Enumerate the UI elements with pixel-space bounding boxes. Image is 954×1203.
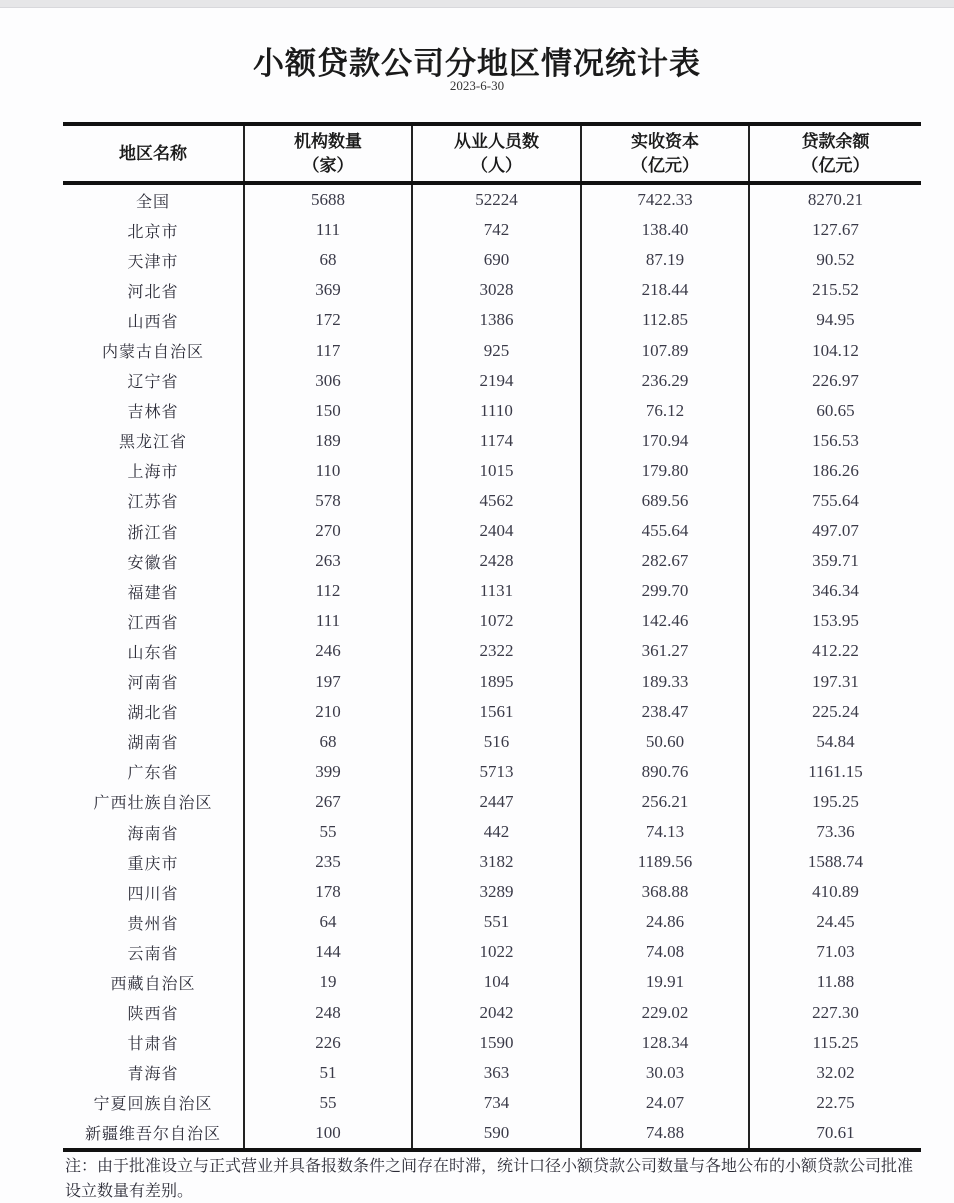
employee-count-cell: 1072 bbox=[412, 606, 581, 636]
header-loan-balance bbox=[749, 124, 921, 183]
paid-in-capital-cell: 170.94 bbox=[581, 426, 749, 456]
header-label: 地区名称 bbox=[119, 143, 187, 164]
header-unit: （亿元） bbox=[631, 155, 699, 176]
header-unit: （亿元） bbox=[801, 155, 870, 176]
employee-count-cell: 1386 bbox=[412, 305, 581, 335]
employee-count-cell: 4562 bbox=[412, 486, 581, 516]
employee-count-cell: 1174 bbox=[412, 426, 581, 456]
institution-count-cell: 172 bbox=[244, 305, 412, 335]
employee-count-cell: 2404 bbox=[412, 516, 581, 546]
table-row bbox=[63, 998, 921, 1028]
employee-count-cell: 690 bbox=[412, 245, 581, 275]
paid-in-capital-cell: 1189.56 bbox=[581, 847, 749, 877]
loan-balance-cell: 115.25 bbox=[749, 1028, 921, 1058]
paid-in-capital-cell: 107.89 bbox=[581, 335, 749, 365]
employee-count-cell: 5713 bbox=[412, 757, 581, 787]
loan-balance-cell: 94.95 bbox=[749, 305, 921, 335]
header-label: 从业人员数 bbox=[454, 131, 539, 152]
table-row bbox=[63, 937, 921, 967]
institution-count-cell: 270 bbox=[244, 516, 412, 546]
employee-count-cell: 1590 bbox=[412, 1028, 581, 1058]
employee-count-cell: 1015 bbox=[412, 456, 581, 486]
region-name-cell: 山西省 bbox=[127, 311, 179, 331]
statistics-table-container bbox=[63, 122, 921, 1152]
paid-in-capital-cell: 361.27 bbox=[581, 636, 749, 666]
table-row bbox=[63, 576, 921, 606]
table-row bbox=[63, 757, 921, 787]
header-institutions bbox=[244, 124, 412, 183]
loan-balance-cell: 215.52 bbox=[749, 275, 921, 305]
table-row bbox=[63, 1058, 921, 1088]
region-name-cell: 全国 bbox=[135, 191, 170, 211]
table-row bbox=[63, 636, 921, 666]
loan-balance-cell: 410.89 bbox=[749, 877, 921, 907]
region-name-cell: 黑龙江省 bbox=[118, 432, 187, 452]
table-row bbox=[63, 426, 921, 456]
paid-in-capital-cell: 218.44 bbox=[581, 275, 749, 305]
region-name-cell: 山东省 bbox=[127, 642, 179, 662]
loan-balance-cell: 755.64 bbox=[749, 486, 921, 516]
institution-count-cell: 578 bbox=[244, 486, 412, 516]
paid-in-capital-cell: 24.07 bbox=[581, 1088, 749, 1118]
employee-count-cell: 1561 bbox=[412, 697, 581, 727]
loan-balance-cell: 227.30 bbox=[749, 998, 921, 1028]
loan-balance-cell: 195.25 bbox=[749, 787, 921, 817]
region-name-cell: 广西壮族自治区 bbox=[93, 793, 213, 813]
paid-in-capital-cell: 50.60 bbox=[581, 727, 749, 757]
employee-count-cell: 1131 bbox=[412, 576, 581, 606]
employee-count-cell: 742 bbox=[412, 215, 581, 245]
footnote: 注：由于批准设立与正式营业并具备报数条件之间存在时滞，统计口径小额贷款公司数量与各地公布的小额贷款公司批准设立数量有差别。 bbox=[65, 1156, 914, 1200]
region-name-cell: 云南省 bbox=[127, 943, 179, 963]
employee-count-cell: 590 bbox=[412, 1118, 581, 1150]
institution-count-cell: 263 bbox=[244, 546, 412, 576]
paid-in-capital-cell: 74.13 bbox=[581, 817, 749, 847]
region-name-cell: 福建省 bbox=[127, 582, 179, 602]
table-row bbox=[63, 1088, 921, 1118]
loan-balance-cell: 153.95 bbox=[749, 606, 921, 636]
loan-balance-cell: 1588.74 bbox=[749, 847, 921, 877]
institution-count-cell: 68 bbox=[244, 727, 412, 757]
header-unit: （人） bbox=[471, 155, 522, 176]
table-row bbox=[63, 606, 921, 636]
institution-count-cell: 68 bbox=[244, 245, 412, 275]
loan-balance-cell: 32.02 bbox=[749, 1058, 921, 1088]
employee-count-cell: 3182 bbox=[412, 847, 581, 877]
institution-count-cell: 178 bbox=[244, 877, 412, 907]
table-row bbox=[63, 877, 921, 907]
header-region bbox=[63, 124, 244, 183]
top-border-strip bbox=[0, 0, 954, 8]
region-name-cell: 海南省 bbox=[127, 823, 179, 843]
employee-count-cell: 516 bbox=[412, 727, 581, 757]
paid-in-capital-cell: 368.88 bbox=[581, 877, 749, 907]
region-name-cell: 浙江省 bbox=[127, 522, 179, 542]
region-name-cell: 吉林省 bbox=[127, 402, 179, 422]
report-date: 2023-6-30 bbox=[449, 78, 505, 93]
region-name-cell: 江西省 bbox=[127, 612, 179, 632]
employee-count-cell: 2042 bbox=[412, 998, 581, 1028]
institution-count-cell: 111 bbox=[244, 606, 412, 636]
table-row bbox=[63, 486, 921, 516]
header-label: 贷款余额 bbox=[801, 131, 870, 152]
employee-count-cell: 2322 bbox=[412, 636, 581, 666]
employee-count-cell: 442 bbox=[412, 817, 581, 847]
region-name-cell: 陕西省 bbox=[127, 1004, 179, 1024]
institution-count-cell: 246 bbox=[244, 636, 412, 666]
loan-balance-cell: 70.61 bbox=[749, 1118, 921, 1150]
loan-balance-cell: 226.97 bbox=[749, 366, 921, 396]
employee-count-cell: 3289 bbox=[412, 877, 581, 907]
employee-count-cell: 104 bbox=[412, 967, 581, 997]
paid-in-capital-cell: 890.76 bbox=[581, 757, 749, 787]
paid-in-capital-cell: 236.29 bbox=[581, 366, 749, 396]
employee-count-cell: 2194 bbox=[412, 366, 581, 396]
loan-balance-cell: 186.26 bbox=[749, 456, 921, 486]
loan-balance-cell: 54.84 bbox=[749, 727, 921, 757]
region-name-cell: 西藏自治区 bbox=[110, 973, 196, 993]
region-name-cell: 青海省 bbox=[127, 1064, 179, 1084]
institution-count-cell: 267 bbox=[244, 787, 412, 817]
header-label: 实收资本 bbox=[631, 131, 699, 152]
region-name-cell: 湖南省 bbox=[127, 733, 179, 753]
table-row bbox=[63, 396, 921, 426]
institution-count-cell: 51 bbox=[244, 1058, 412, 1088]
table-row bbox=[63, 817, 921, 847]
table-row bbox=[63, 907, 921, 937]
loan-balance-cell: 127.67 bbox=[749, 215, 921, 245]
region-name-cell: 四川省 bbox=[127, 883, 179, 903]
loan-balance-cell: 71.03 bbox=[749, 937, 921, 967]
institution-count-cell: 5688 bbox=[244, 183, 412, 215]
loan-balance-cell: 497.07 bbox=[749, 516, 921, 546]
table-row bbox=[63, 275, 921, 305]
paid-in-capital-cell: 76.12 bbox=[581, 396, 749, 426]
paid-in-capital-cell: 299.70 bbox=[581, 576, 749, 606]
header-employees bbox=[412, 124, 581, 183]
region-name-cell: 河北省 bbox=[127, 281, 179, 301]
paid-in-capital-cell: 189.33 bbox=[581, 667, 749, 697]
table-row bbox=[63, 546, 921, 576]
table-row bbox=[63, 516, 921, 546]
region-name-cell: 安徽省 bbox=[127, 552, 179, 572]
institution-count-cell: 55 bbox=[244, 1088, 412, 1118]
institution-count-cell: 144 bbox=[244, 937, 412, 967]
statistics-table bbox=[63, 122, 921, 1152]
loan-balance-cell: 22.75 bbox=[749, 1088, 921, 1118]
paid-in-capital-cell: 74.88 bbox=[581, 1118, 749, 1150]
paid-in-capital-cell: 30.03 bbox=[581, 1058, 749, 1088]
loan-balance-cell: 104.12 bbox=[749, 335, 921, 365]
loan-balance-cell: 412.22 bbox=[749, 636, 921, 666]
loan-balance-cell: 225.24 bbox=[749, 697, 921, 727]
header-unit: （家） bbox=[302, 155, 354, 176]
institution-count-cell: 55 bbox=[244, 817, 412, 847]
table-row bbox=[63, 456, 921, 486]
loan-balance-cell: 60.65 bbox=[749, 396, 921, 426]
institution-count-cell: 197 bbox=[244, 667, 412, 697]
institution-count-cell: 117 bbox=[244, 335, 412, 365]
institution-count-cell: 226 bbox=[244, 1028, 412, 1058]
institution-count-cell: 150 bbox=[244, 396, 412, 426]
table-row bbox=[63, 847, 921, 877]
loan-balance-cell: 24.45 bbox=[749, 907, 921, 937]
table-row bbox=[63, 366, 921, 396]
paid-in-capital-cell: 142.46 bbox=[581, 606, 749, 636]
region-name-cell: 内蒙古自治区 bbox=[101, 342, 204, 362]
region-name-cell: 宁夏回族自治区 bbox=[93, 1094, 213, 1114]
table-row bbox=[63, 667, 921, 697]
paid-in-capital-cell: 7422.33 bbox=[581, 183, 749, 215]
page-title: 小额贷款公司分地区情况统计表 bbox=[253, 46, 701, 82]
loan-balance-cell: 197.31 bbox=[749, 667, 921, 697]
paid-in-capital-cell: 455.64 bbox=[581, 516, 749, 546]
header-label: 机构数量 bbox=[294, 131, 362, 152]
employee-count-cell: 2428 bbox=[412, 546, 581, 576]
table-row bbox=[63, 967, 921, 997]
paid-in-capital-cell: 238.47 bbox=[581, 697, 749, 727]
paid-in-capital-cell: 87.19 bbox=[581, 245, 749, 275]
paid-in-capital-cell: 229.02 bbox=[581, 998, 749, 1028]
paid-in-capital-cell: 74.08 bbox=[581, 937, 749, 967]
paid-in-capital-cell: 179.80 bbox=[581, 456, 749, 486]
table-row bbox=[63, 245, 921, 275]
header-paid-in-capital bbox=[581, 124, 749, 183]
institution-count-cell: 369 bbox=[244, 275, 412, 305]
institution-count-cell: 19 bbox=[244, 967, 412, 997]
institution-count-cell: 235 bbox=[244, 847, 412, 877]
institution-count-cell: 100 bbox=[244, 1118, 412, 1150]
institution-count-cell: 64 bbox=[244, 907, 412, 937]
employee-count-cell: 52224 bbox=[412, 183, 581, 215]
institution-count-cell: 189 bbox=[244, 426, 412, 456]
table-row bbox=[63, 305, 921, 335]
table-body bbox=[63, 183, 921, 1150]
paid-in-capital-cell: 128.34 bbox=[581, 1028, 749, 1058]
loan-balance-cell: 90.52 bbox=[749, 245, 921, 275]
institution-count-cell: 248 bbox=[244, 998, 412, 1028]
loan-balance-cell: 1161.15 bbox=[749, 757, 921, 787]
employee-count-cell: 1895 bbox=[412, 667, 581, 697]
region-name-cell: 甘肃省 bbox=[127, 1034, 179, 1054]
table-row bbox=[63, 1028, 921, 1058]
region-name-cell: 江苏省 bbox=[127, 492, 179, 512]
institution-count-cell: 112 bbox=[244, 576, 412, 606]
loan-balance-cell: 156.53 bbox=[749, 426, 921, 456]
paid-in-capital-cell: 282.67 bbox=[581, 546, 749, 576]
table-header-row bbox=[63, 124, 921, 183]
paid-in-capital-cell: 112.85 bbox=[581, 305, 749, 335]
table-row bbox=[63, 183, 921, 215]
table-row bbox=[63, 727, 921, 757]
loan-balance-cell: 346.34 bbox=[749, 576, 921, 606]
region-name-cell: 广东省 bbox=[127, 763, 179, 783]
paid-in-capital-cell: 689.56 bbox=[581, 486, 749, 516]
region-name-cell: 贵州省 bbox=[127, 913, 179, 933]
table-row bbox=[63, 215, 921, 245]
employee-count-cell: 734 bbox=[412, 1088, 581, 1118]
paid-in-capital-cell: 19.91 bbox=[581, 967, 749, 997]
employee-count-cell: 1110 bbox=[412, 396, 581, 426]
table-row bbox=[63, 787, 921, 817]
loan-balance-cell: 73.36 bbox=[749, 817, 921, 847]
paid-in-capital-cell: 138.40 bbox=[581, 215, 749, 245]
region-name-cell: 辽宁省 bbox=[127, 372, 179, 392]
region-name-cell: 重庆市 bbox=[127, 853, 179, 873]
loan-balance-cell: 11.88 bbox=[749, 967, 921, 997]
employee-count-cell: 925 bbox=[412, 335, 581, 365]
region-name-cell: 北京市 bbox=[127, 221, 179, 241]
table-row bbox=[63, 1118, 921, 1150]
institution-count-cell: 110 bbox=[244, 456, 412, 486]
region-name-cell: 上海市 bbox=[127, 462, 179, 482]
institution-count-cell: 399 bbox=[244, 757, 412, 787]
region-name-cell: 湖北省 bbox=[127, 703, 179, 723]
institution-count-cell: 111 bbox=[244, 215, 412, 245]
region-name-cell: 天津市 bbox=[127, 251, 179, 271]
region-name-cell: 河南省 bbox=[127, 673, 179, 693]
employee-count-cell: 363 bbox=[412, 1058, 581, 1088]
institution-count-cell: 306 bbox=[244, 366, 412, 396]
paid-in-capital-cell: 256.21 bbox=[581, 787, 749, 817]
table-row bbox=[63, 697, 921, 727]
employee-count-cell: 551 bbox=[412, 907, 581, 937]
paid-in-capital-cell: 24.86 bbox=[581, 907, 749, 937]
loan-balance-cell: 359.71 bbox=[749, 546, 921, 576]
employee-count-cell: 3028 bbox=[412, 275, 581, 305]
employee-count-cell: 1022 bbox=[412, 937, 581, 967]
region-name-cell: 新疆维吾尔自治区 bbox=[63, 1118, 244, 1150]
employee-count-cell: 2447 bbox=[412, 787, 581, 817]
table-row bbox=[63, 335, 921, 365]
loan-balance-cell: 8270.21 bbox=[749, 183, 921, 215]
institution-count-cell: 210 bbox=[244, 697, 412, 727]
